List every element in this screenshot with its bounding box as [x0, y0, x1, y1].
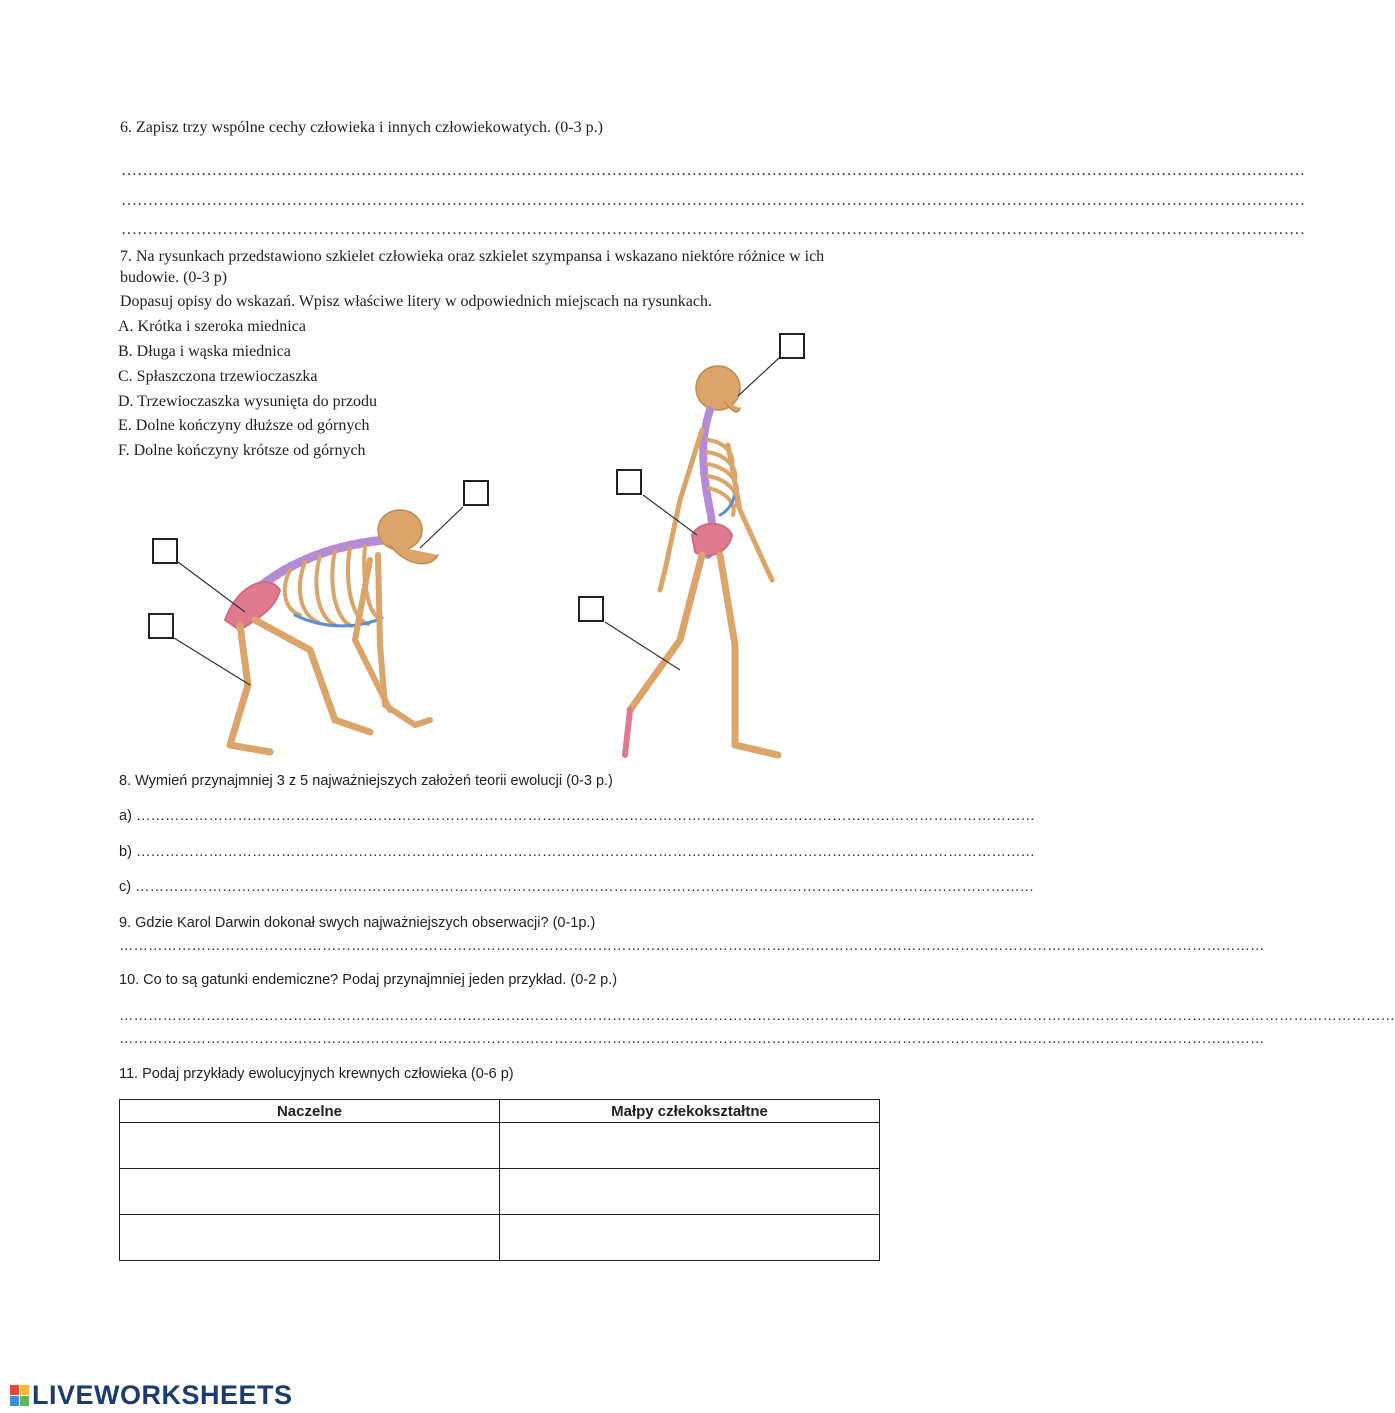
q8-label-b: b): [119, 844, 132, 860]
q10-answer-line-1[interactable]: …………………………………………………………………………………………………………………………………………………………………………………………………………………………………………: [119, 1008, 1395, 1024]
table-row: [120, 1215, 880, 1261]
liveworksheets-logo: [10, 1380, 293, 1411]
table-row: [120, 1123, 880, 1169]
q6-answer-line-2[interactable]: ……………………………………………………………………………………………………………………………………………………………………………………………………: [121, 192, 1305, 209]
table-cell[interactable]: [120, 1215, 500, 1261]
option-f: F. Dolne kończyny krótsze od górnych: [118, 442, 366, 459]
q8-label-a: a): [119, 808, 132, 824]
q11-question: 11. Podaj przykłady ewolucyjnych krewnych człowieka (0-6 p): [119, 1066, 514, 1082]
answer-box-chimp-limbs[interactable]: [148, 613, 174, 639]
logo-text: LIVEWORKSHEETS: [32, 1380, 293, 1410]
option-e: E. Dolne kończyny dłuższe od górnych: [118, 417, 370, 434]
q9-answer-line[interactable]: …………………………………………………………………………………………………………………………………………………………………………………………………………………: [119, 938, 1265, 954]
q8-question: 8. Wymień przynajmniej 3 z 5 najważniejszych założeń teorii ewolucji (0-3 p.): [119, 773, 613, 789]
answer-box-human-pelvis[interactable]: [616, 469, 642, 495]
option-b: B. Długa i wąska miednica: [118, 343, 291, 360]
logo-mark-icon: [10, 1385, 30, 1407]
q7-question-line-1: 7. Na rysunkach przedstawiono szkielet człowieka oraz szkielet szympansa i wskazano niektóre różnice w ich: [120, 248, 825, 265]
q6-question: 6. Zapisz trzy wspólne cechy człowieka i innych człowiekowatych. (0-3 p.): [120, 119, 603, 136]
option-c: C. Spłaszczona trzewioczaszka: [118, 368, 318, 385]
q8-answer-line-c[interactable]: ……………………………………………………………………………………………………………………………………………………………………: [135, 879, 1035, 895]
q7-instruction: Dopasuj opisy do wskazań. Wpisz właściwe litery w odpowiednich miejscach na rysunkach.: [120, 293, 712, 310]
option-d: D. Trzewioczaszka wysunięta do przodu: [118, 393, 378, 410]
q8-answer-row-b: [119, 844, 1035, 860]
table-row: [120, 1169, 880, 1215]
q8-answer-row-c: [119, 879, 1035, 895]
table-cell[interactable]: [120, 1169, 500, 1215]
q8-answer-row-a: [119, 808, 1035, 824]
answer-box-human-skull[interactable]: [779, 333, 805, 359]
table-cell[interactable]: [500, 1215, 880, 1261]
relatives-table: [119, 1099, 880, 1261]
column-header-naczelne: Naczelne: [120, 1100, 500, 1123]
q10-answer-line-2[interactable]: …………………………………………………………………………………………………………………………………………………………………………………………………………………: [119, 1031, 1265, 1047]
q8-answer-line-b[interactable]: ……………………………………………………………………………………………………………………………………………………………………: [135, 844, 1035, 860]
q6-answer-line-1[interactable]: ……………………………………………………………………………………………………………………………………………………………………………………………………: [121, 162, 1305, 179]
table-cell[interactable]: [500, 1169, 880, 1215]
answer-box-human-limbs[interactable]: [578, 596, 604, 622]
column-header-malpy: Małpy człekokształtne: [500, 1100, 880, 1123]
option-a: A. Krótka i szeroka miednica: [118, 318, 306, 335]
q7-question-line-2: budowie. (0-3 p): [120, 269, 228, 286]
table-header-row: [120, 1100, 880, 1123]
q8-answer-line-a[interactable]: ……………………………………………………………………………………………………………………………………………………………………: [135, 808, 1035, 824]
table-cell[interactable]: [500, 1123, 880, 1169]
answer-box-chimp-pelvis[interactable]: [152, 538, 178, 564]
table-cell[interactable]: [120, 1123, 500, 1169]
q10-question: 10. Co to są gatunki endemiczne? Podaj przynajmniej jeden przykład. (0-2 p.): [119, 972, 618, 988]
q6-answer-line-3[interactable]: ……………………………………………………………………………………………………………………………………………………………………………………………………: [121, 221, 1305, 238]
answer-box-chimp-skull[interactable]: [463, 480, 489, 506]
q8-label-c: c): [119, 879, 132, 895]
q9-question: 9. Gdzie Karol Darwin dokonał swych najważniejszych obserwacji? (0-1p.): [119, 915, 596, 931]
